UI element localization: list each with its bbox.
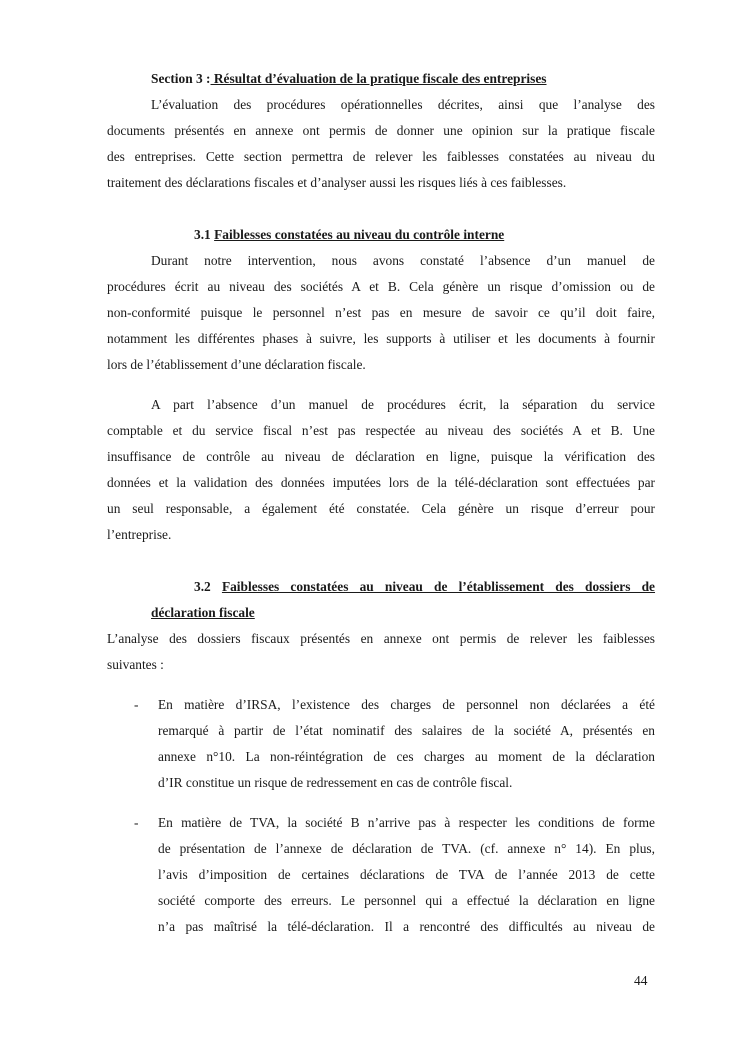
section-paragraph-line: des entreprises. Cette section permettra de relever les faiblesses constatées au niveau du [107,149,655,164]
section-title: Résultat d’évaluation de la pratique fiscale des entreprises [210,71,547,86]
subsection-number: 3.1 [194,227,211,242]
paragraph-line: procédures écrit au niveau des sociétés A et B. Cela génère un risque d’omission ou de [107,279,655,294]
paragraph-line: comptable et du service fiscal n’est pas respectée au niveau des sociétés A et B. Une [107,423,655,438]
list-item-line: n’a pas maîtrisé la télé-déclaration. Il a rencontré des difficultés au niveau de [158,919,655,934]
list-item-marker: - [134,815,139,830]
paragraph-line: A part l’absence d’un manuel de procédures écrit, la séparation du service [151,397,655,412]
paragraph-line: données et la validation des données imputées lors de la télé-déclaration sont effectuées par [107,475,655,490]
subsection-title: Faiblesses constatées au niveau du contrôle interne [214,227,505,242]
paragraph-line: insuffisance de contrôle au niveau de déclaration en ligne, puisque la vérification des [107,449,655,464]
list-item-line: En matière d’IRSA, l’existence des charges de personnel non déclarées a été [158,697,655,712]
list-item-line: société comporte des erreurs. Le personnel qui a effectué la déclaration en ligne [158,893,655,908]
paragraph-line: Durant notre intervention, nous avons constaté l’absence d’un manuel de [151,253,655,268]
paragraph-line: un seul responsable, a également été constatée. Cela génère un risque d’erreur pour [107,501,655,516]
subsection-title: Faiblesses constatées au niveau de l’établissement des dossiers de [221,579,656,594]
subsection-3-2-heading [194,579,655,595]
list-item-line: En matière de TVA, la société B n’arrive pas à respecter les conditions de forme [158,815,655,830]
subsection-number: 3.2 [194,579,211,594]
list-item-line: l’avis d’imposition de certaines déclarations de TVA de l’année 2013 de cette [158,867,655,882]
subsection-title-continued: déclaration fiscale [151,605,255,620]
paragraph-line: notamment les différentes phases à suivre, les supports à utiliser et les documents à fournir [107,331,655,346]
list-item-line: remarqué à partir de l’état nominatif des salaires de la société A, présentés en [158,723,655,738]
paragraph-line: l’entreprise. [107,527,172,542]
subsection-3-1-heading [194,227,504,243]
page-number: 44 [634,973,648,988]
paragraph-line: L’analyse des dossiers fiscaux présentés en annexe ont permis de relever les faiblesses [107,631,655,646]
section-paragraph-line: traitement des déclarations fiscales et d’analyser aussi les risques liés à ces faiblesses. [107,175,567,190]
section-paragraph-line: documents présentés en annexe ont permis de donner une opinion sur la pratique fiscale [107,123,655,138]
section-prefix: Section 3 : [151,71,211,86]
list-item-line: d’IR constitue un risque de redressement en cas de contrôle fiscal. [158,775,513,790]
list-item-line: annexe n°10. La non-réintégration de ces charges au moment de la déclaration [158,749,655,764]
section-heading [151,71,547,87]
section-paragraph-line: L’évaluation des procédures opérationnelles décrites, ainsi que l’analyse des [151,97,655,112]
paragraph-line: suivantes : [107,657,164,672]
list-item-line: de présentation de l’annexe de déclaration de TVA. (cf. annexe n° 14). En plus, [158,841,655,856]
paragraph-line: non-conformité puisque le personnel n’est pas en mesure de savoir ce qu’il doit faire, [107,305,655,320]
list-item-marker: - [134,697,139,712]
paragraph-line: lors de l’établissement d’une déclaration fiscale. [107,357,366,372]
